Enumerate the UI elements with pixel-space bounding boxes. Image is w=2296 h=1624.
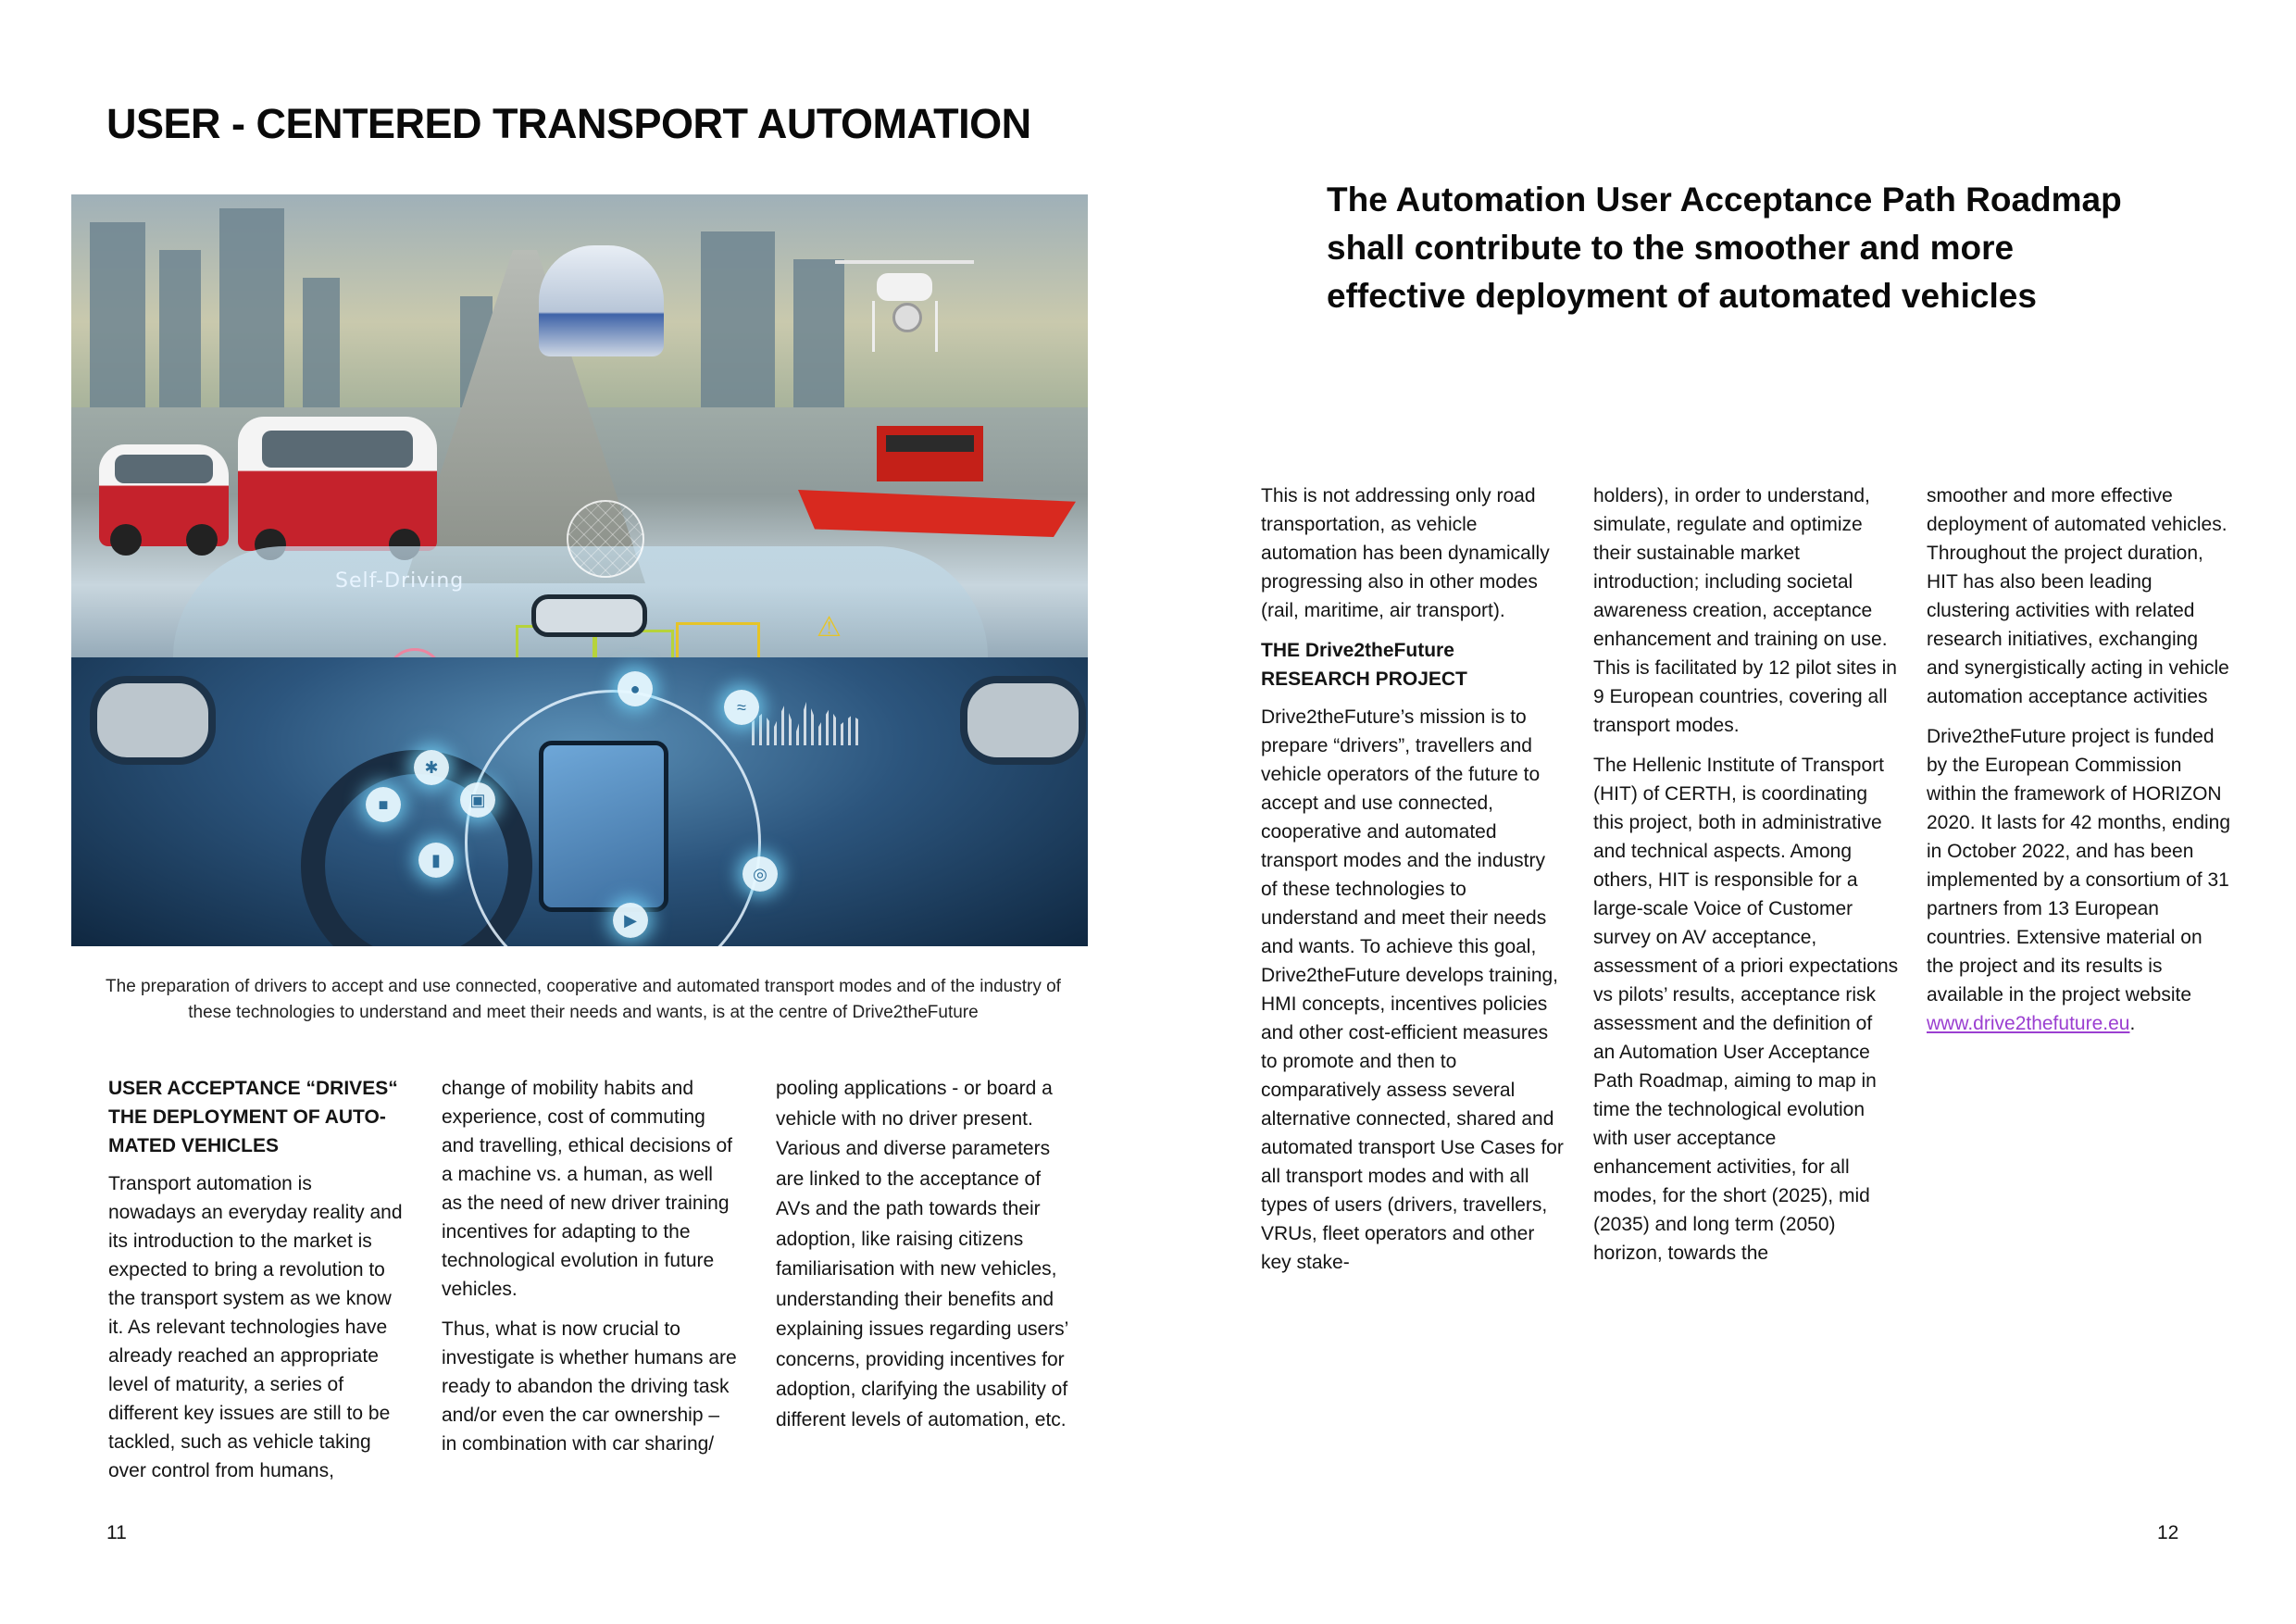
body-paragraph: The Hellenic Institute of Transport (HIT) of CERTH, is coordinating this project, both in administrative and technical aspects. Among others, HIT is responsible for a large-scale Voice of Customer survey on AV acceptance, assessment of a priori expectations vs pilots’ results, acceptance risk assessment and the definition of an Automation User Acceptance Path Roadmap, aiming to map in time the technological evolution with user acceptance enhancement activities, for all modes, for the short (2025), mid (2035) and long term (2050) horizon, towards the [1593, 755, 1899, 1264]
warning-icon: ⚠ [817, 612, 842, 643]
funding-text: Drive2theFuture project is funded by the European Commission within the framework of HORIZON 2020. It lasts for 42 months, ending in October 2022, and has been implemented by a consortium of 31 partners from 13 European countries. Extensive material on the project and its results is available in the project website [1927, 726, 2231, 1006]
image-caption: The preparation of drivers to accept and use connected, cooperative and automated transport modes and of the industry of these technologies to understand and meet their needs and wants, is at the centre of Drive2theFuture [106, 977, 1061, 1022]
body-paragraph: Transport automation is nowadays an everyday reality and its introduction to the market is expected to bring a revolution to the transport system as we know it. As relevant technologies have already reached an appropriate level of maturity, a series of different key issues are still to be tackled, such as vehicle taking over control from humans, [108, 1173, 403, 1481]
drone-camera-icon [892, 303, 922, 332]
funding-paragraph [1927, 722, 2232, 1038]
body-paragraph: Thus, what is now crucial to investigate is whether humans are ready to abandon the driving task and/or even the car ownership – in combination with car sharing/ [442, 1318, 737, 1455]
section-heading: USER ACCEPTANCE “DRIVES“ THE DEPLOYMENT OF AUTO-MATED VEHICLES [108, 1078, 398, 1156]
boat-cabin [877, 426, 983, 481]
drone-body [877, 273, 932, 301]
project-website-link[interactable]: www.drive2thefuture.eu [1927, 1013, 2130, 1034]
wifi-icon: ≈ [724, 690, 759, 725]
building [701, 231, 775, 407]
network-globe-icon [567, 500, 644, 578]
drone [835, 245, 974, 356]
rearview-mirror [531, 594, 647, 637]
page-number-left: 11 [106, 1522, 127, 1543]
hero-image [71, 194, 1088, 946]
body-paragraph: Drive2theFuture’s mission is to prepare “drivers”, travellers and vehicle operators of the future to accept and use connected, cooperative and automated transport modes and the industry of these technologies to understand and meet their needs and wants. To achieve this goal, Drive2theFuture develops training, HMI concepts, incentives policies and other cost-efficient measures to promote and then to comparatively assess several alternative connected, shared and automated transport Use Cases for all transport modes and with all types of users (drivers, travellers, VRUs, fleet operators and other key stake- [1261, 706, 1564, 1273]
drone-leg [872, 301, 875, 352]
globe-icon: ◎ [742, 856, 778, 892]
pull-quote: The Automation User Acceptance Path Roadmap shall contribute to the smoother and more effective deployment of automated vehicles [1327, 181, 2122, 315]
page-title: USER - CENTERED TRANSPORT AUTOMATION [106, 100, 1031, 147]
right-side-mirror [960, 676, 1086, 765]
battery-icon: ▮ [418, 843, 454, 878]
drone-leg [935, 301, 938, 352]
left-side-mirror [90, 676, 216, 765]
shuttle-wheel [186, 524, 218, 556]
building [303, 278, 340, 407]
section-heading: THE Drive2theFuture RESEARCH PROJECT [1261, 640, 1467, 690]
steering-icon: ✱ [414, 750, 449, 785]
car-icon: ▣ [460, 782, 495, 818]
body-paragraph: pooling applications - or board a vehicle with no driver present. Various and diverse parameters are linked to the acceptance of AVs and the path towards their adoption, like raising citizens familiarisation with new vehicles, understanding their benefits and explaining issues regarding users’ concerns, providing incentives for adoption, clarifying the usability of different levels of automation, etc. [776, 1078, 1068, 1430]
trailing-period: . [2129, 1013, 2136, 1034]
article-column-4 [1261, 481, 1566, 1288]
intro-paragraph: This is not addressing only road transportation, as vehicle automation has been dynamically progressing also in other modes (rail, maritime, air transport). [1261, 485, 1550, 621]
page-number-right: 12 [2157, 1522, 2179, 1543]
body-paragraph: smoother and more effective deployment of automated vehicles. Throughout the project duration, HIT has also been leading clustering activities with related research initiatives, exchanging and synergistically acting in vehicle automation acceptance activities [1927, 485, 2229, 707]
article-column-5 [1593, 481, 1899, 1279]
shuttle-wheel [110, 524, 142, 556]
shuttle-window [262, 431, 413, 468]
building [90, 222, 145, 407]
body-paragraph: change of mobility habits and experience, cost of commuting and travelling, ethical decisions of a machine vs. a human, as well as the need of new driver training incentives for adapting to the technological evolution in future vehicles. [442, 1078, 733, 1300]
article-column-6 [1927, 481, 2232, 1049]
shuttle-window [115, 455, 213, 483]
autonomous-shuttle [99, 444, 229, 546]
chip-icon: ■ [366, 787, 401, 822]
article-column-3 [776, 1074, 1072, 1446]
hud-self-driving-label: Self-Driving [335, 569, 465, 593]
body-paragraph: holders), in order to understand, simulate, regulate and optimize their sustainable market introduction; including societal awareness creation, acceptance enhancement and training on use. This is facilitated by 12 pilot sites in 9 European countries, covering all transport modes. [1593, 485, 1897, 736]
boat-window [886, 435, 974, 452]
autonomous-shuttle [238, 417, 437, 551]
article-column-1 [108, 1074, 405, 1496]
building [159, 250, 201, 407]
building [219, 208, 284, 407]
metro-train [539, 245, 664, 356]
map-pin-icon: ● [618, 671, 653, 706]
play-icon: ▶ [613, 903, 648, 938]
article-column-2 [442, 1074, 738, 1469]
drone-arm [835, 260, 974, 264]
